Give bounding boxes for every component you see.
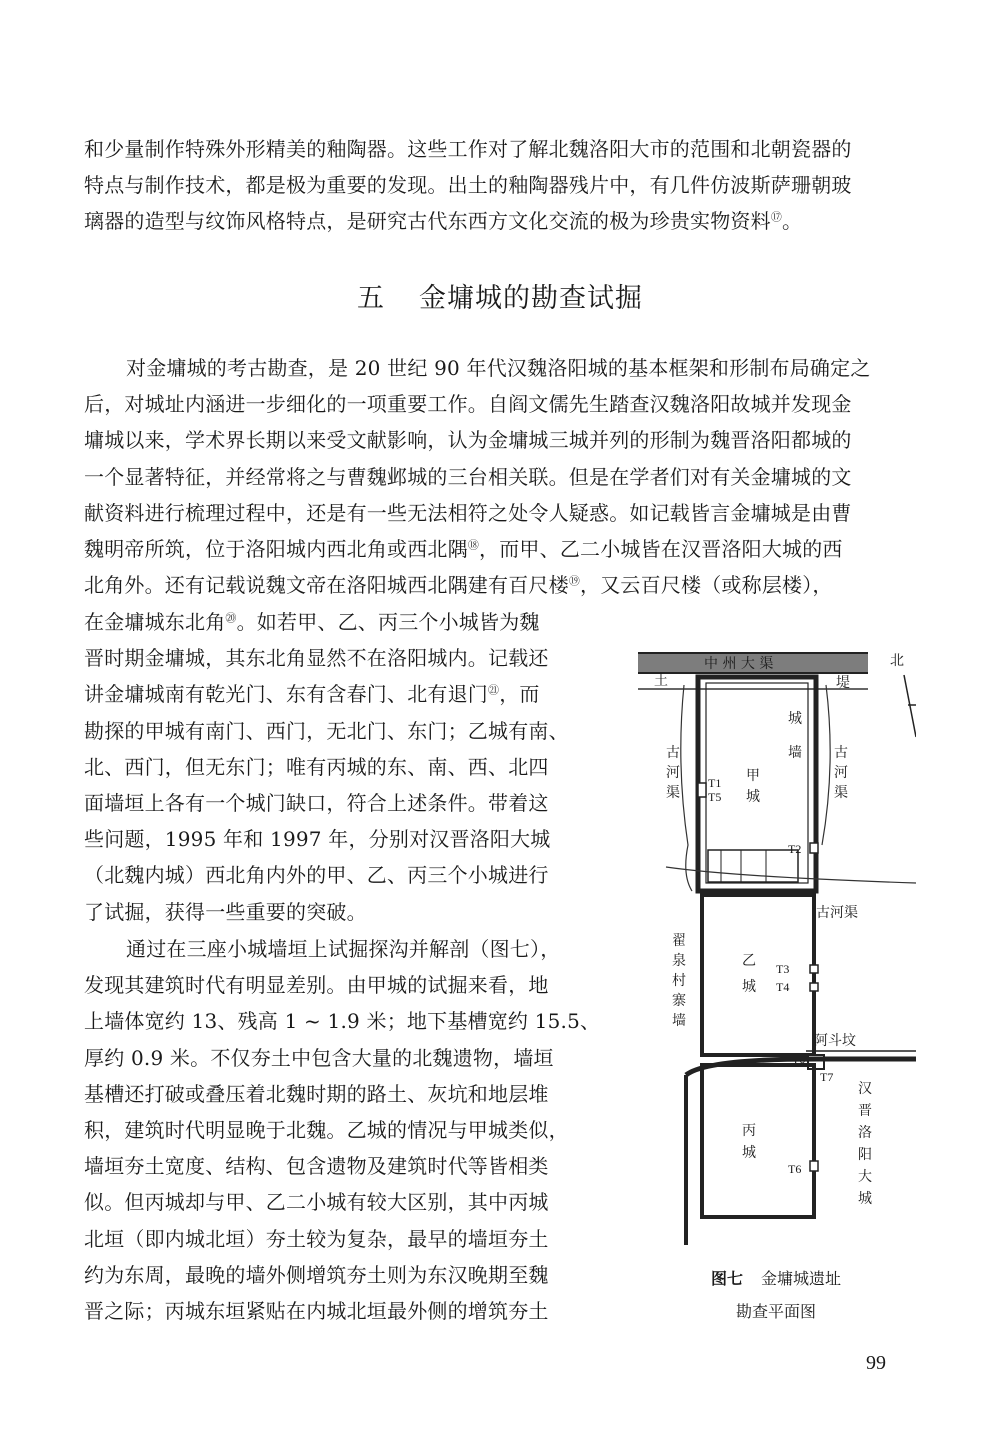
figure-caption-sub: 勘查平面图 bbox=[735, 1302, 816, 1321]
page-number: 99 bbox=[866, 1352, 886, 1374]
village-wall-label: 寨 bbox=[672, 993, 686, 1009]
text-line: 墉城以来，学术界长期以来受文献影响，认为金墉城三城并列的形制为魏晋洛阳都城的 bbox=[84, 428, 852, 453]
text-line: 一个显著特征，并经常将之与曹魏邺城的三台相关联。但是在学者们对有关金墉城的文 bbox=[84, 464, 852, 489]
canal-right-label: 古 bbox=[834, 745, 848, 761]
text-line: 些问题，1995 年和 1997 年，分别对汉晋洛阳大城 bbox=[84, 827, 551, 852]
figure-title: 金墉城遗址 bbox=[761, 1269, 842, 1288]
canal-mid-label: 古河渠 bbox=[816, 905, 858, 921]
text-line: 面墙垣上各有一个城门缺口，符合上述条件。带着这 bbox=[84, 791, 549, 816]
trench-t7: T7 bbox=[820, 1070, 834, 1084]
levee-label-tu: 土 bbox=[654, 673, 668, 689]
old-canal-right bbox=[822, 685, 830, 845]
figure-number: 图七 bbox=[710, 1269, 743, 1288]
paragraph-1-continued bbox=[84, 604, 610, 930]
text-line: （北魏内城）西北角内外的甲、乙、丙三个小城进行 bbox=[84, 863, 549, 888]
yi-label: 乙 bbox=[742, 953, 756, 969]
jia-label: 城 bbox=[746, 789, 760, 805]
footnote-ref: ⑰ bbox=[770, 210, 783, 224]
canal-label: 中 州 大 渠 bbox=[704, 656, 774, 672]
footnote-ref: ⑱ bbox=[467, 538, 480, 552]
adou-label: 阿斗坟 bbox=[814, 1033, 856, 1049]
yi-label: 城 bbox=[742, 979, 756, 995]
text-line: 墙垣夯土宽度、结构、包含遗物及建筑时代等皆相类 bbox=[84, 1154, 549, 1179]
old-canal-mid bbox=[666, 867, 916, 883]
big-city-label: 晋 bbox=[858, 1103, 872, 1119]
text-line: ，而甲、乙二小城皆在汉晋洛阳大城的西 bbox=[479, 537, 843, 562]
trench-t4: T4 bbox=[776, 980, 790, 994]
section-number: 五 bbox=[357, 283, 385, 314]
text-line: 北、西门，但无东门；唯有丙城的东、南、西、北四 bbox=[84, 754, 549, 779]
north-arrow bbox=[904, 675, 916, 737]
footnote-ref: ⑳ bbox=[225, 611, 237, 625]
text-line: 和少量制作特殊外形精美的釉陶器。这些工作对了解北魏洛阳大市的范围和北朝瓷器的 bbox=[84, 137, 852, 161]
canal-left-label: 河 bbox=[666, 765, 680, 781]
text-line: 璃器的造型与纹饰风格特点，是研究古代东西方文化交流的极为珍贵实物资料 bbox=[84, 209, 771, 234]
section-title bbox=[0, 276, 1000, 315]
text-line: 勘探的甲城有南门、西门，无北门、东门；乙城有南、 bbox=[84, 718, 569, 743]
text-line: 基槽还打破或叠压着北魏时期的路土、灰坑和地层堆 bbox=[84, 1081, 549, 1106]
figure-caption bbox=[636, 1266, 916, 1289]
village-wall-label: 墙 bbox=[672, 1013, 686, 1029]
paragraph-1 bbox=[84, 350, 930, 603]
text-line: 似。但丙城却与甲、乙二小城有较大区别，其中丙城 bbox=[84, 1190, 549, 1215]
wall-label: 墙 bbox=[788, 745, 802, 761]
text-line: 约为东周，最晚的墙外侧增筑夯土则为东汉晚期至魏 bbox=[84, 1262, 549, 1287]
text-line: 。如若甲、乙、丙三个小城皆为魏 bbox=[236, 610, 540, 634]
text-line: 北角外。还有记载说魏文帝在洛阳城西北隅建有百尺楼 bbox=[84, 573, 569, 598]
trench-marker bbox=[698, 783, 706, 797]
old-canal-left bbox=[681, 685, 692, 891]
site-plan-map bbox=[636, 645, 916, 1245]
bing-label: 丙 bbox=[742, 1123, 756, 1139]
canal-right-label: 渠 bbox=[834, 785, 848, 801]
trench-t5: T5 bbox=[708, 790, 722, 804]
big-city-label: 汉 bbox=[858, 1081, 872, 1097]
text-line: 晋时期金墉城，其东北角显然不在洛阳城内。记载还 bbox=[84, 646, 549, 671]
village-wall-label: 村 bbox=[672, 973, 686, 989]
text-line: 北垣（即内城北垣）夯土较为复杂，最早的墙垣夯土 bbox=[84, 1226, 549, 1251]
village-wall-label: 翟 bbox=[672, 933, 686, 949]
north-label: 北 bbox=[890, 653, 904, 669]
trench-t1: T1 bbox=[708, 776, 722, 790]
text-line: 上墙体宽约 13、残高 1 ~ 1.9 米；地下基槽宽约 15.5、 bbox=[84, 1009, 601, 1034]
trench-marker bbox=[810, 843, 818, 853]
text-line: 献资料进行梳理过程中，还是有一些无法相符之处令人疑惑。如记载皆言金墉城是由曹 bbox=[84, 500, 852, 525]
text-line: 发现其建筑时代有明显差别。由甲城的试掘来看，地 bbox=[84, 973, 549, 998]
trench-marker bbox=[810, 965, 818, 973]
text-line: 特点与制作技术，都是极为重要的发现。出土的釉陶器残片中，有几件仿波斯萨珊朝玻 bbox=[84, 173, 852, 198]
levee-label-di: 堤 bbox=[836, 675, 850, 691]
footnote-ref: ㉑ bbox=[488, 683, 500, 697]
trench-marker bbox=[810, 1161, 818, 1171]
wall-label: 城 bbox=[788, 711, 802, 727]
big-city-label: 阳 bbox=[858, 1147, 872, 1163]
trench-t3: T3 bbox=[776, 962, 790, 976]
text-line: 讲金墉城南有乾光门、东有含春门、北有退门 bbox=[84, 682, 488, 707]
big-city-label: 城 bbox=[858, 1191, 872, 1207]
bing-label: 城 bbox=[742, 1145, 756, 1161]
trench-t6: T6 bbox=[788, 1162, 802, 1176]
canal-left-label: 渠 bbox=[666, 785, 680, 801]
text-line: 在金墉城东北角 bbox=[84, 610, 226, 634]
trench-t2: T2 bbox=[788, 842, 802, 856]
text-line: 通过在三座小城墙垣上试掘探沟并解剖（图七）， bbox=[126, 937, 561, 961]
big-city-label: 洛 bbox=[858, 1125, 872, 1141]
trench-t8: T8 bbox=[792, 1056, 806, 1070]
text-line: 了试掘，获得一些重要的突破。 bbox=[84, 899, 367, 924]
paragraph-2 bbox=[84, 931, 610, 1329]
village-wall-label: 泉 bbox=[672, 953, 686, 969]
bing-city-wall bbox=[702, 1065, 814, 1217]
text-line: 积，建筑时代明显晚于北魏。乙城的情况与甲城类似， bbox=[84, 1118, 569, 1143]
footnote-ref: ⑲ bbox=[568, 574, 581, 588]
trench-marker bbox=[810, 983, 818, 991]
punctuation: 。 bbox=[782, 209, 803, 234]
canal-right-label: 河 bbox=[834, 765, 848, 781]
paragraph-continuation bbox=[84, 131, 930, 240]
text-line: 后，对城址内涵进一步细化的一项重要工作。自阎文儒先生踏查汉魏洛阳故城并发现金 bbox=[84, 392, 852, 417]
text-line: 晋之际；丙城东垣紧贴在内城北垣最外侧的增筑夯土 bbox=[84, 1299, 549, 1324]
text-line: 魏明帝所筑，位于洛阳城内西北角或西北隅 bbox=[84, 537, 468, 562]
section-title-text: 金墉城的勘查试掘 bbox=[419, 283, 643, 314]
yi-city-wall bbox=[702, 895, 814, 1055]
text-line: ，而 bbox=[499, 682, 540, 707]
jia-label: 甲 bbox=[746, 768, 760, 784]
text-line: 对金墉城的考古勘查，是 20 世纪 90 年代汉魏洛阳城的基本框架和形制布局确定之 bbox=[126, 356, 871, 380]
big-city-label: 大 bbox=[858, 1169, 872, 1185]
text-line: 厚约 0.9 米。不仅夯土中包含大量的北魏遗物，墙垣 bbox=[84, 1045, 554, 1070]
canal-left-label: 古 bbox=[666, 745, 680, 761]
text-line: ，又云百尺楼（或称层楼）， bbox=[580, 573, 833, 598]
